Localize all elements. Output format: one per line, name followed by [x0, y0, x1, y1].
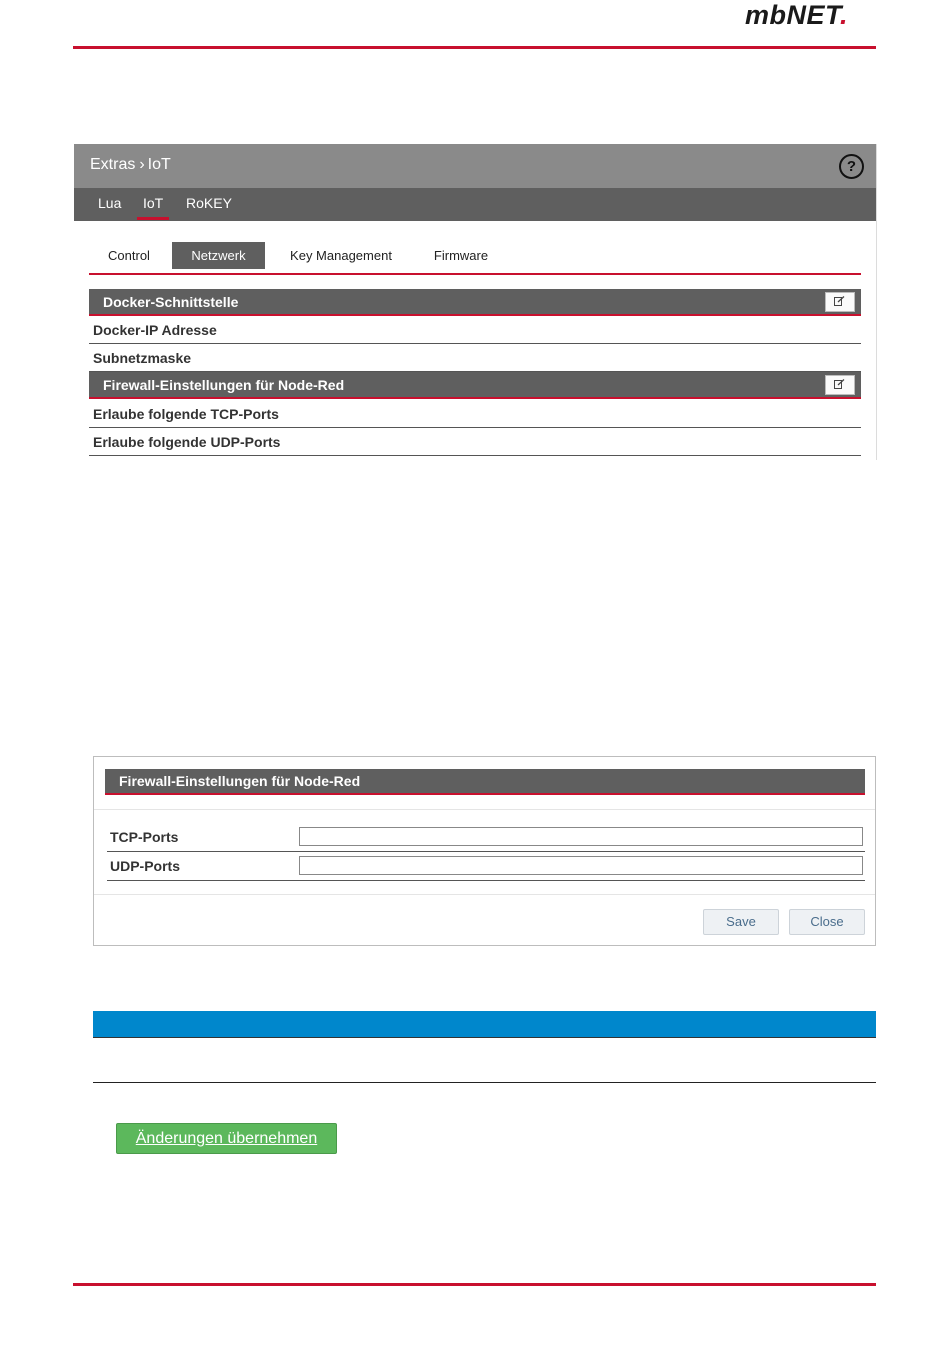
edit-firewall-button[interactable] [825, 375, 855, 395]
dialog-title: Firewall-Einstellungen für Node-Red [119, 773, 361, 789]
edit-docker-button[interactable] [825, 292, 855, 312]
menu-item-rokey[interactable]: RoKEY [186, 195, 232, 211]
tab-bar [89, 242, 861, 275]
save-button[interactable]: Save [703, 909, 779, 935]
menu-item-lua[interactable]: Lua [98, 195, 122, 211]
dialog-divider [94, 809, 875, 810]
header-divider [73, 46, 876, 49]
dialog-footer-divider [94, 894, 875, 895]
row-docker-ip [89, 316, 861, 344]
sub-menu-bar [74, 188, 876, 221]
breadcrumb-extras[interactable]: Extras [90, 156, 136, 173]
tcp-ports-label: TCP-Ports [110, 829, 179, 845]
tab-netzwerk[interactable]: Netzwerk [172, 242, 265, 269]
mbnet-logo: mbNET. [745, 0, 849, 30]
tab-firmware[interactable]: Firmware [433, 248, 489, 263]
dialog-header [105, 769, 865, 795]
row-udp-ports [89, 428, 861, 456]
tab-control[interactable]: Control [108, 248, 150, 263]
title-bar [74, 144, 876, 188]
chevron-right-icon: › [139, 156, 145, 173]
section-firewall-node-red [89, 372, 861, 399]
footer-divider [73, 1283, 876, 1286]
edit-icon [834, 296, 845, 306]
tcp-ports-input[interactable] [299, 827, 863, 846]
tab-key-management[interactable]: Key Management [290, 248, 392, 263]
breadcrumb-iot: IoT [147, 156, 171, 173]
apply-changes-button[interactable]: Änderungen übernehmen [116, 1123, 337, 1154]
row-label: Erlaube folgende TCP-Ports [93, 406, 279, 422]
udp-ports-row [107, 852, 865, 881]
row-label: Erlaube folgende UDP-Ports [93, 434, 281, 450]
row-tcp-ports [89, 400, 861, 428]
edit-icon [834, 379, 845, 389]
help-icon[interactable]: ? [839, 154, 864, 179]
section-title: Firewall-Einstellungen für Node-Red [103, 377, 345, 393]
info-bar [93, 1011, 876, 1038]
row-label: Docker-IP Adresse [93, 322, 217, 338]
section-docker-interface [89, 289, 861, 316]
row-label: Subnetzmaske [93, 350, 192, 366]
udp-ports-label: UDP-Ports [110, 858, 181, 874]
tcp-ports-row [107, 823, 865, 852]
iot-network-panel [74, 144, 877, 460]
close-button[interactable]: Close [789, 909, 865, 935]
menu-item-iot[interactable]: IoT [143, 195, 164, 211]
row-subnet-mask [89, 344, 861, 372]
section-title: Docker-Schnittstelle [103, 294, 239, 310]
breadcrumb [90, 156, 171, 174]
info-divider [93, 1082, 876, 1083]
firewall-dialog [93, 756, 876, 946]
udp-ports-input[interactable] [299, 856, 863, 875]
